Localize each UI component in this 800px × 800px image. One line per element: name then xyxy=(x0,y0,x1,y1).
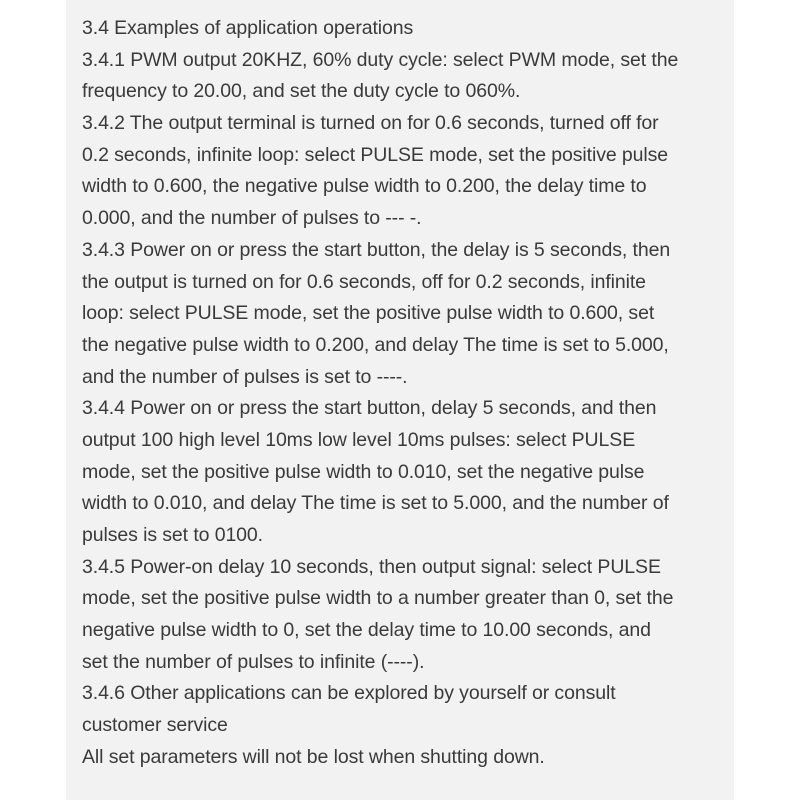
text-line: width to 0.600, the negative pulse width to 0.200, the delay time to xyxy=(82,175,647,198)
text-line: width to 0.010, and delay The time is set to 5.000, and the number of xyxy=(82,492,669,515)
text-line: pulses is set to 0100. xyxy=(82,524,263,546)
text-line: 0.2 seconds, infinite loop: select PULSE mode, set the positive pulse xyxy=(82,143,669,166)
text-line: negative pulse width to 0, set the delay time to 10.00 seconds, and xyxy=(82,619,651,642)
text-line: mode, set the positive pulse width to a number greater than 0, set the xyxy=(82,587,674,610)
text-line: 3.4.3 Power on or press the start button, the delay is 5 seconds, then xyxy=(82,238,671,261)
text-line: 3.4.4 Power on or press the start button, delay 5 seconds, and then xyxy=(82,397,657,420)
text-line: set the number of pulses to infinite (----). xyxy=(82,650,425,673)
text-line: loop: select PULSE mode, set the positive pulse width to 0.600, set xyxy=(82,302,655,325)
text-line: customer service xyxy=(82,714,228,737)
text-line: 3.4.6 Other applications can be explored by yourself or consult xyxy=(82,682,616,705)
text-line: 3.4.1 PWM output 20KHZ, 60% duty cycle: select PWM mode, set the xyxy=(82,48,679,71)
section-heading: 3.4 Examples of application operations xyxy=(82,17,414,39)
text-line: output 100 high level 10ms low level 10ms pulses: select PULSE xyxy=(82,428,636,451)
text-line: and the number of pulses is set to ----. xyxy=(82,365,408,388)
text-line: All set parameters will not be lost when shutting down. xyxy=(82,745,545,768)
text-line: 3.4.2 The output terminal is turned on for 0.6 seconds, turned off for xyxy=(82,112,659,135)
instruction-panel xyxy=(66,0,734,800)
text-line: the output is turned on for 0.6 seconds, off for 0.2 seconds, infinite xyxy=(82,270,646,293)
text-line: 3.4.5 Power-on delay 10 seconds, then output signal: select PULSE xyxy=(82,555,661,578)
text-line: frequency to 20.00, and set the duty cycle to 060%. xyxy=(82,80,521,103)
text-line: the negative pulse width to 0.200, and delay The time is set to 5.000, xyxy=(82,333,669,356)
text-line: 0.000, and the number of pulses to --- -. xyxy=(82,207,422,230)
text-line: mode, set the positive pulse width to 0.010, set the negative pulse xyxy=(82,460,645,483)
